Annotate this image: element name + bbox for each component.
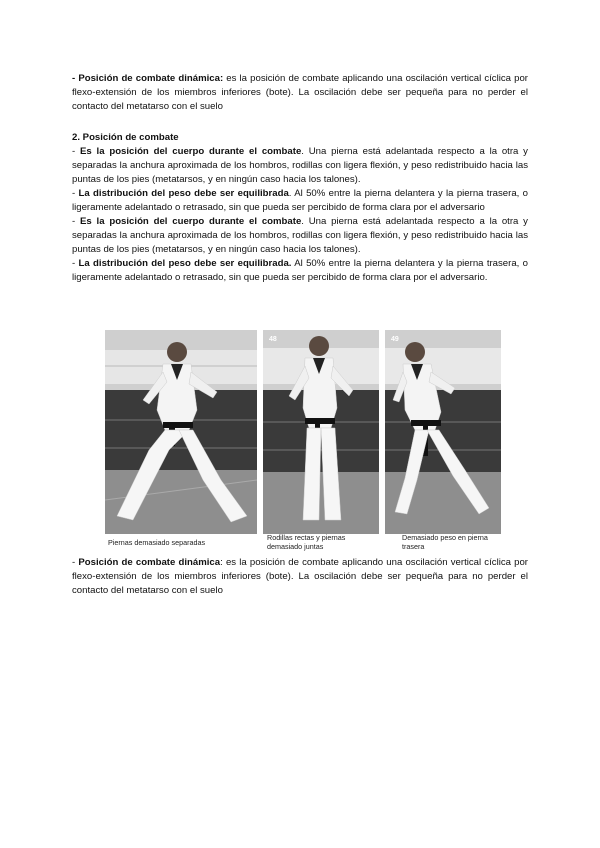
photo-number: 49 [391, 336, 399, 343]
paragraph-text: es la posición de combate aplicando una oscilación vertical cíclica por flexo-extensión de los miembros inferiores (bote). La oscilación debe ser pequeña para no perder el contacto del metatarso con el suelo [72, 73, 529, 112]
photo-legs-too-wide [105, 330, 257, 534]
list-item [72, 215, 528, 257]
paragraph-dynamic-position-bottom [72, 556, 528, 598]
bold-term: Posición de combate dinámica [78, 557, 221, 568]
item-text: . Una pierna está adelantada respecto a la otra y separadas la anchura aproximada de los hombros, rodillas con ligera flexión, y peso redistribuido hacia las puntas de los pies (metatarsos, y en ningún caso hacia los talones). [72, 216, 528, 255]
paragraph [72, 556, 528, 598]
item-prefix: - [72, 188, 79, 199]
list-item [72, 187, 528, 215]
caption-weight-back: Demasiado peso en pierna trasera [402, 533, 488, 551]
list-item [72, 257, 528, 285]
item-prefix: - [72, 146, 80, 157]
caption-legs-too-wide: Piernas demasiado separadas [108, 538, 206, 547]
photo-straight-knees [263, 330, 379, 534]
item-text: . Al 50% entre la pierna delantera y la pierna trasera, o ligeramente adelantado o retrasado, sin que pueda ser percibido de forma clara por el adversario [72, 188, 528, 213]
paragraph-dynamic-position-top [72, 72, 528, 114]
caption-straight-knees: Rodillas rectas y piernas demasiado juntas [267, 533, 346, 551]
bold-term: La distribución del peso debe ser equilibrada [78, 188, 289, 199]
item-text: Al 50% entre la pierna delantera y la pierna trasera, o ligeramente adelantado o retrasado, sin que pueda ser percibido de forma clara por el adversario. [72, 258, 528, 283]
paragraph-text: : es la posición de combate aplicando una oscilación vertical cíclica por flexo-extensión de los miembros inferiores (bote). La oscilación debe ser pequeña para no perder el contacto del metatarso con el suelo [72, 557, 528, 596]
photo-strip [105, 330, 501, 534]
paragraph [72, 72, 528, 114]
item-prefix: - [72, 216, 80, 227]
photo-number: 48 [269, 336, 277, 343]
item-text: . Una pierna está adelantada respecto a la otra y separadas la anchura aproximada de los hombros, rodillas con ligera flexión, y peso redistribuido hacia las puntas de los pies (metatarsos, y en ningún caso hacia los talones). [72, 146, 528, 185]
list-item [72, 145, 528, 187]
item-prefix: - [72, 258, 79, 269]
item-prefix: - [72, 557, 79, 568]
photo-weight-back [385, 330, 501, 534]
section-heading: 2. Posición de combate [72, 132, 179, 143]
section-combat-position [72, 131, 528, 285]
bold-term: La distribución del peso debe ser equilibrada. [78, 258, 292, 269]
bold-term: - Posición de combate dinámica: [72, 73, 224, 84]
bold-term: Es la posición del cuerpo durante el combate [80, 146, 302, 157]
bold-term: Es la posición del cuerpo durante el combate [80, 216, 302, 227]
